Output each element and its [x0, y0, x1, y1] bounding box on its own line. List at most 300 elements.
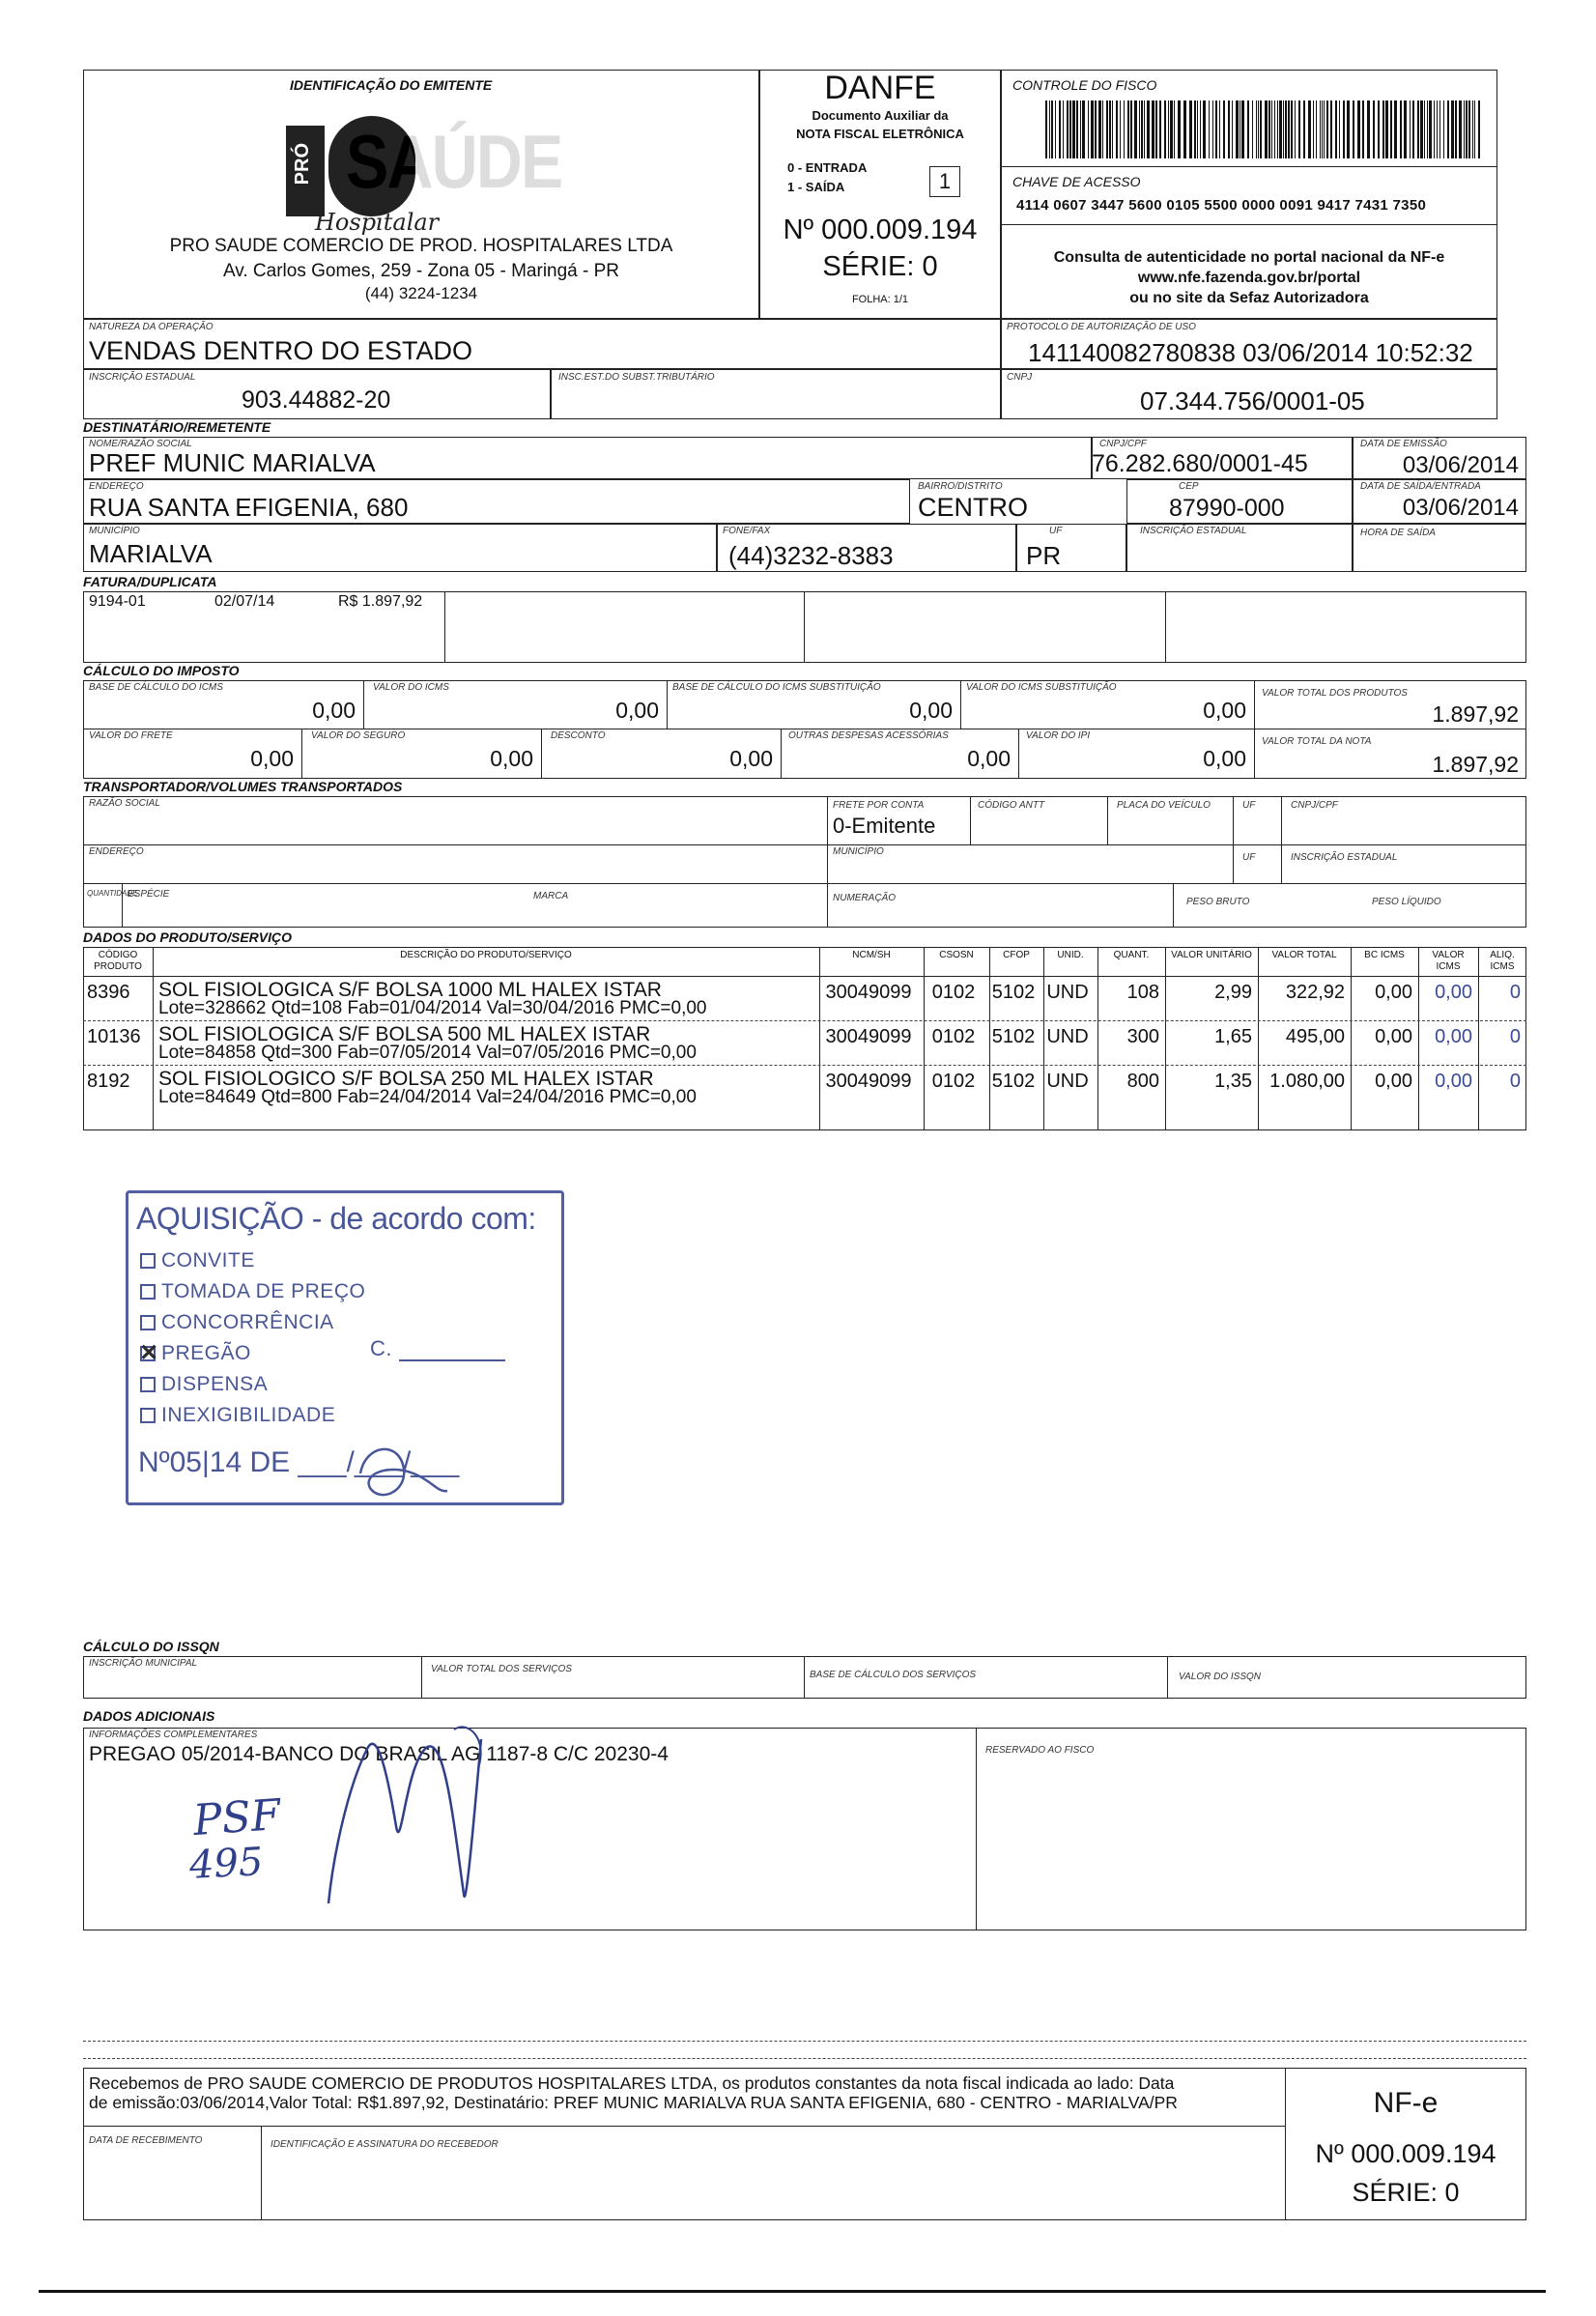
- product-description: SOL FISIOLOGICO S/F BOLSA 250 ML HALEX ISTAR: [158, 1068, 654, 1090]
- barcode-bar: [1098, 100, 1101, 158]
- handwritten-psf: PSF: [191, 1789, 282, 1846]
- dest-emissao-label: DATA DE EMISSÃO: [1360, 439, 1447, 449]
- cnpj-emitente-label: CNPJ: [1007, 372, 1033, 383]
- imp-bc-st-label: BASE DE CÁLCULO DO ICMS SUBSTITUIÇÃO: [672, 682, 881, 693]
- ie-value: 903.44882-20: [242, 386, 391, 414]
- dest-endereco-value: RUA SANTA EFIGENIA, 680: [89, 493, 409, 522]
- handwritten-495: 495: [187, 1840, 265, 1888]
- produtos-col-header: DESCRIÇÃO DO PRODUTO/SERVIÇO: [400, 950, 572, 960]
- barcode-bar: [1434, 100, 1435, 158]
- tr-v3: [1107, 796, 1108, 844]
- barcode-bar: [1353, 100, 1354, 158]
- tr-cnpj-label: CNPJ/CPF: [1291, 800, 1338, 811]
- product-lot-info: Lote=84858 Qtd=300 Fab=07/05/2014 Val=07/05/2016 PMC=0,00: [158, 1043, 697, 1063]
- product-vunit: 1,35: [1214, 1071, 1252, 1092]
- product-quant: 108: [1126, 982, 1159, 1003]
- product-cfop: 5102: [991, 982, 1036, 1003]
- imp-ipi-label: VALOR DO IPI: [1026, 730, 1091, 741]
- checked-box-icon: ✕: [139, 1340, 159, 1366]
- barcode-bar: [1429, 100, 1432, 158]
- barcode-bar: [1404, 100, 1407, 158]
- fatura-numero: 9194-01: [89, 593, 146, 610]
- dest-ie-label: INSCRIÇÃO ESTADUAL: [1140, 526, 1247, 536]
- barcode-bar: [1170, 100, 1173, 158]
- tr-v1: [827, 796, 828, 928]
- produtos-col-header: BC ICMS: [1364, 950, 1405, 960]
- barcode-bar: [1385, 100, 1388, 158]
- danfe-subtitle2: NOTA FISCAL ELETRÔNICA: [796, 127, 964, 141]
- adicionais-div: [976, 1728, 977, 1930]
- barcode-bar: [1228, 100, 1230, 158]
- logo-saude-text: SAÚDE: [346, 119, 562, 204]
- imp-frete-label: VALOR DO FRETE: [89, 730, 173, 741]
- tr-marca-label: MARCA: [533, 891, 569, 901]
- danfe-entrada: 0 - ENTRADA: [787, 160, 868, 175]
- barcode-bar: [1147, 100, 1150, 158]
- barcode-bar: [1437, 100, 1438, 158]
- barcode-bar: [1130, 100, 1132, 158]
- produtos-header-line: [83, 976, 1526, 977]
- checkbox-icon: [140, 1315, 156, 1330]
- dest-nome-value: PREF MUNIC MARIALVA: [89, 448, 376, 477]
- product-cfop: 5102: [991, 1071, 1036, 1092]
- canhoto-text1: Recebemos de PRO SAUDE COMERCIO DE PRODUTOS HOSPITALARES LTDA, os produtos constantes da nota fiscal indicada ao lado: Data: [89, 2073, 1175, 2093]
- barcode-bar: [1394, 100, 1397, 158]
- destinatario-heading: DESTINATÁRIO/REMETENTE: [83, 419, 271, 435]
- product-description: SOL FISIOLOGICA S/F BOLSA 500 ML HALEX ISTAR: [158, 1023, 651, 1045]
- product-aliq: 0: [1509, 1026, 1521, 1047]
- canhoto-numero: Nº 000.009.194: [1315, 2139, 1496, 2168]
- product-quant: 800: [1126, 1071, 1159, 1092]
- barcode-bar: [1256, 100, 1257, 158]
- stamp-option: [140, 1342, 251, 1365]
- imp-total-nota-label: VALOR TOTAL DA NOTA: [1262, 736, 1372, 747]
- canhoto-mid: [83, 2126, 1285, 2127]
- barcode-bar: [1443, 100, 1444, 158]
- product-lot-info: Lote=84649 Qtd=800 Fab=24/04/2014 Val=24/04/2016 PMC=0,00: [158, 1087, 697, 1107]
- product-vicms: 0,00: [1435, 1026, 1472, 1047]
- barcode-bar: [1265, 100, 1268, 158]
- product-vicms: 0,00: [1435, 982, 1472, 1003]
- produtos-heading: DADOS DO PRODUTO/SERVIÇO: [83, 929, 292, 945]
- dest-fone-label: FONE/FAX: [723, 526, 771, 536]
- barcode-bar: [1067, 100, 1069, 158]
- barcode-bar: [1194, 100, 1196, 158]
- issqn-d1: [421, 1656, 422, 1699]
- chave-acesso-label: CHAVE DE ACESSO: [1012, 174, 1141, 189]
- barcode-bar: [1427, 100, 1428, 158]
- barcode-bar: [1236, 100, 1239, 158]
- barcode-bar: [1152, 100, 1154, 158]
- produtos-col-header: NCM/SH: [852, 950, 891, 960]
- controle-fisco-label: CONTROLE DO FISCO: [1012, 77, 1157, 93]
- product-bc: 0,00: [1375, 1071, 1412, 1092]
- barcode-bar: [1468, 100, 1470, 158]
- barcode-bar: [1373, 100, 1375, 158]
- produtos-col-divider: [153, 947, 154, 1130]
- cut-line-top: [83, 2041, 1526, 2042]
- product-ncm: 30049099: [825, 1026, 912, 1047]
- stamp-option-label: CONVITE: [161, 1249, 255, 1272]
- canhoto-div2: [261, 2126, 262, 2220]
- stamp-signature: [341, 1435, 457, 1512]
- imp-bc-icms-value: 0,00: [312, 698, 356, 723]
- stamp-option: [140, 1373, 268, 1396]
- barcode-bar: [1316, 100, 1317, 158]
- fatura-div1: [444, 591, 445, 663]
- barcode-bar: [1347, 100, 1350, 158]
- barcode-bar: [1330, 100, 1332, 158]
- barcode-bar: [1459, 100, 1462, 158]
- fatura-vencimento: 02/07/14: [214, 593, 275, 610]
- danfe-title: DANFE: [824, 70, 936, 106]
- checkbox-icon: [140, 1377, 156, 1392]
- fisco-divider-1: [1001, 166, 1497, 167]
- barcode-bar: [1339, 100, 1340, 158]
- barcode-bar: [1283, 100, 1284, 158]
- emitente-phone: (44) 3224-1234: [364, 284, 478, 302]
- imp-seguro-label: VALOR DO SEGURO: [311, 730, 406, 741]
- product-cfop: 5102: [991, 1026, 1036, 1047]
- barcode-bar: [1308, 100, 1311, 158]
- adicionais-info: PREGAO 05/2014-BANCO DO BRASIL AG 1187-8 C/C 20230-4: [89, 1743, 669, 1765]
- barcode-bar: [1378, 100, 1380, 158]
- cnpj-emitente-value: 07.344.756/0001-05: [1140, 386, 1365, 415]
- natureza-label: NATUREZA DA OPERAÇÃO: [89, 322, 214, 332]
- imp-bc-st-value: 0,00: [909, 698, 953, 723]
- barcode-bar: [1291, 100, 1293, 158]
- barcode-bar: [1343, 100, 1345, 158]
- consulta-line1: Consulta de autenticidade no portal nacional da NF-e: [1053, 249, 1445, 266]
- barcode-bar: [1203, 100, 1206, 158]
- dest-hora-label: HORA DE SAÍDA: [1360, 528, 1436, 538]
- barcode-bar: [1209, 100, 1210, 158]
- barcode-bar: [1241, 100, 1244, 158]
- imp-icms-st-value: 0,00: [1203, 698, 1246, 723]
- stamp-option-label: CONCORRÊNCIA: [161, 1311, 334, 1333]
- barcode-bar: [1063, 100, 1064, 158]
- barcode-bar: [1215, 100, 1217, 158]
- dest-cnpj-label: CNPJ/CPF: [1099, 439, 1147, 449]
- barcode-bar: [1049, 100, 1050, 158]
- product-vtotal: 495,00: [1285, 1026, 1345, 1047]
- product-ncm: 30049099: [825, 1071, 912, 1092]
- tr-h1: [83, 844, 1526, 845]
- row-separator: [83, 1065, 1526, 1066]
- product-lot-info: Lote=328662 Qtd=108 Fab=01/04/2014 Val=30/04/2016 PMC=0,00: [158, 998, 707, 1018]
- product-csosn: 0102: [931, 1026, 976, 1047]
- issqn-base-label: BASE DE CÁLCULO DOS SERVIÇOS: [810, 1670, 977, 1680]
- barcode-bar: [1295, 100, 1296, 158]
- barcode-bar: [1390, 100, 1392, 158]
- checkbox-icon: [140, 1284, 156, 1300]
- barcode-bar: [1288, 100, 1290, 158]
- imp-total-prod-label: VALOR TOTAL DOS PRODUTOS: [1262, 688, 1408, 699]
- danfe-tipo-box: 1: [929, 166, 960, 197]
- logo-pro-text: PRÓ: [292, 143, 313, 186]
- stamp-number-line: Nº05|14 DE ___/___/___: [138, 1446, 460, 1478]
- barcode-bar: [1141, 100, 1143, 158]
- barcode-bar: [1069, 100, 1071, 158]
- dest-fone-value: (44)3232-8383: [728, 541, 894, 570]
- fatura-div3: [1165, 591, 1166, 663]
- barcode-bar: [1279, 100, 1282, 158]
- barcode-bar: [1400, 100, 1402, 158]
- barcode-bar: [1335, 100, 1337, 158]
- cut-line-2: [83, 2058, 1526, 2059]
- barcode-bar: [1045, 100, 1047, 158]
- issqn-d3: [1167, 1656, 1168, 1699]
- ie-label: INSCRIÇÃO ESTADUAL: [89, 372, 196, 383]
- dest-uf-value: PR: [1026, 541, 1062, 570]
- imp-icms-value: 0,00: [615, 698, 659, 723]
- imp-frete-value: 0,00: [250, 746, 294, 771]
- dest-saida-value: 03/06/2014: [1402, 495, 1519, 521]
- barcode-bar: [1189, 100, 1192, 158]
- checkbox-icon: [140, 1253, 156, 1269]
- aquisicao-stamp: [126, 1190, 564, 1505]
- barcode: [1045, 100, 1482, 158]
- tr-endereco-label: ENDEREÇO: [89, 846, 144, 857]
- imp-outras-value: 0,00: [967, 746, 1011, 771]
- barcode-bar: [1303, 100, 1305, 158]
- canhoto-nfe: NF-e: [1373, 2087, 1439, 2119]
- product-vunit: 2,99: [1214, 982, 1252, 1003]
- barcode-bar: [1055, 100, 1056, 158]
- product-codigo: 8396: [87, 982, 130, 1003]
- stamp-c-mark: C.: [370, 1336, 392, 1360]
- product-quant: 300: [1126, 1026, 1159, 1047]
- company-logo: [286, 114, 562, 236]
- imp-icms-label: VALOR DO ICMS: [373, 682, 449, 693]
- stamp-option: [140, 1249, 255, 1272]
- issqn-heading: CÁLCULO DO ISSQN: [83, 1639, 219, 1654]
- issqn-valor-label: VALOR DO ISSQN: [1179, 1672, 1262, 1682]
- tr-v7: [1173, 883, 1174, 928]
- stamp-option-label: PREGÃO: [161, 1342, 251, 1364]
- row-separator: [83, 1020, 1526, 1021]
- imposto-heading: CÁLCULO DO IMPOSTO: [83, 663, 240, 678]
- dest-cnpj-value: 76.282.680/0001-45: [1092, 450, 1308, 477]
- product-vunit: 1,65: [1214, 1026, 1252, 1047]
- product-aliq: 0: [1509, 1071, 1521, 1092]
- emitente-address: Av. Carlos Gomes, 259 - Zona 05 - Maringá - PR: [222, 261, 620, 281]
- tr-frete-value: 0-Emitente: [833, 814, 936, 838]
- barcode-bar: [1320, 100, 1321, 158]
- tr-peso-liquido-label: PESO LÍQUIDO: [1372, 897, 1441, 907]
- barcode-bar: [1109, 100, 1111, 158]
- fatura-div2: [804, 591, 805, 663]
- stamp-option: [140, 1311, 334, 1334]
- product-ncm: 30049099: [825, 982, 912, 1003]
- protocolo-label: PROTOCOLO DE AUTORIZAÇÃO DE USO: [1007, 322, 1196, 332]
- barcode-bar: [1200, 100, 1201, 158]
- dest-bairro-label: BAIRRO/DISTRITO: [918, 481, 1003, 492]
- barcode-bar: [1420, 100, 1423, 158]
- barcode-bar: [1051, 100, 1053, 158]
- canhoto-serie: SÉRIE: 0: [1352, 2178, 1460, 2207]
- barcode-bar: [1447, 100, 1449, 158]
- dest-endereco-label: ENDEREÇO: [89, 481, 144, 492]
- fatura-valor: R$ 1.897,92: [338, 593, 423, 610]
- barcode-bar: [1424, 100, 1425, 158]
- imp-bc-icms-label: BASE DE CÁLCULO DO ICMS: [89, 682, 223, 693]
- product-description: SOL FISIOLOGICA S/F BOLSA 1000 ML HALEX ISTAR: [158, 979, 662, 1001]
- tr-v2: [970, 796, 971, 844]
- barcode-bar: [1271, 100, 1272, 158]
- tr-uf2-label: UF: [1242, 852, 1256, 863]
- canhoto-data-label: DATA DE RECEBIMENTO: [89, 2135, 203, 2146]
- barcode-bar: [1260, 100, 1262, 158]
- imp-outras-label: OUTRAS DESPESAS ACESSÓRIAS: [788, 730, 949, 741]
- issqn-d2: [804, 1656, 805, 1699]
- barcode-bar: [1139, 100, 1140, 158]
- barcode-bar: [1144, 100, 1145, 158]
- barcode-bar: [1076, 100, 1078, 158]
- stamp-option: [140, 1280, 365, 1303]
- barcode-bar: [1168, 100, 1169, 158]
- product-unid: UND: [1046, 982, 1089, 1003]
- tr-antt-label: CÓDIGO ANTT: [978, 800, 1045, 811]
- barcode-bar: [1474, 100, 1475, 158]
- barcode-bar: [1382, 100, 1384, 158]
- barcode-bar: [1102, 100, 1103, 158]
- tr-municipio-label: MUNICÍPIO: [833, 846, 884, 857]
- stamp-c-underline: [399, 1359, 505, 1361]
- barcode-bar: [1164, 100, 1166, 158]
- barcode-bar: [1258, 100, 1259, 158]
- natureza-value: VENDAS DENTRO DO ESTADO: [89, 336, 473, 365]
- barcode-bar: [1412, 100, 1414, 158]
- barcode-bar: [1268, 100, 1270, 158]
- barcode-bar: [1159, 100, 1161, 158]
- tr-v5: [1281, 796, 1282, 883]
- barcode-bar: [1464, 100, 1465, 158]
- barcode-bar: [1274, 100, 1275, 158]
- logo-script-text: Hospitalar: [315, 209, 440, 236]
- imp-total-prod-value: 1.897,92: [1432, 701, 1519, 727]
- consulta-line3: ou no site da Sefaz Autorizadora: [1129, 290, 1369, 306]
- barcode-bar: [1451, 100, 1454, 158]
- barcode-bar: [1232, 100, 1233, 158]
- barcode-bar: [1080, 100, 1081, 158]
- tr-peso-bruto-label: PESO BRUTO: [1186, 897, 1250, 907]
- dest-saida-label: DATA DE SAÍDA/ENTRADA: [1360, 481, 1481, 492]
- barcode-bar: [1324, 100, 1325, 158]
- product-vtotal: 322,92: [1285, 982, 1345, 1003]
- canhoto-text2: de emissão:03/06/2014,Valor Total: R$1.897,92, Destinatário: PREF MUNIC MARIALVA RUA SANTA EFIGENIA, 680 - CENTRO - MARIALVA/PR: [89, 2093, 1178, 2112]
- fatura-box: [83, 591, 1526, 663]
- tr-placa-label: PLACA DO VEÍCULO: [1117, 800, 1211, 811]
- product-unid: UND: [1046, 1071, 1089, 1092]
- barcode-bar: [1367, 100, 1370, 158]
- transporte-heading: TRANSPORTADOR/VOLUMES TRANSPORTADOS: [83, 779, 403, 794]
- barcode-bar: [1439, 100, 1440, 158]
- barcode-bar: [1134, 100, 1137, 158]
- tr-h2: [83, 883, 1526, 884]
- barcode-bar: [1106, 100, 1108, 158]
- dest-cep-value: 87990-000: [1169, 495, 1285, 522]
- checkbox-icon: [140, 1408, 156, 1423]
- dest-uf-label: UF: [1049, 526, 1063, 536]
- danfe-numero: Nº 000.009.194: [783, 214, 978, 245]
- barcode-bar: [1472, 100, 1473, 158]
- barcode-bar: [1322, 100, 1323, 158]
- barcode-bar: [1212, 100, 1213, 158]
- barcode-bar: [1124, 100, 1125, 158]
- imp-seguro-value: 0,00: [490, 746, 533, 771]
- consulta-line2[interactable]: www.nfe.fazenda.gov.br/portal: [1137, 270, 1361, 286]
- danfe-saida: 1 - SAÍDA: [787, 180, 845, 194]
- product-aliq: 0: [1509, 982, 1521, 1003]
- protocolo-value: 141140082780838 03/06/2014 10:52:32: [1028, 338, 1473, 367]
- emitente-name: PRO SAUDE COMERCIO DE PROD. HOSPITALARES LTDA: [169, 236, 673, 256]
- tr-ie-label: INSCRIÇÃO ESTADUAL: [1291, 852, 1398, 863]
- danfe-folha: FOLHA: 1/1: [851, 294, 909, 305]
- product-bc: 0,00: [1375, 1026, 1412, 1047]
- barcode-bar: [1326, 100, 1328, 158]
- product-codigo: 10136: [87, 1026, 141, 1047]
- imp-icms-st-label: VALOR DO ICMS SUBSTITUIÇÃO: [966, 682, 1117, 693]
- produtos-col-header: ALIQ. ICMS: [1490, 950, 1515, 972]
- barcode-bar: [1247, 100, 1249, 158]
- dest-municipio-label: MUNICÍPIO: [89, 526, 140, 536]
- barcode-bar: [1183, 100, 1186, 158]
- adicionais-info-label: INFORMAÇÕES COMPLEMENTARES: [89, 1730, 258, 1740]
- barcode-bar: [1252, 100, 1253, 158]
- adicionais-heading: DADOS ADICIONAIS: [83, 1708, 215, 1724]
- product-codigo: 8192: [87, 1071, 130, 1092]
- barcode-bar: [1219, 100, 1220, 158]
- barcode-bar: [1455, 100, 1457, 158]
- issqn-inscricao-label: INSCRIÇÃO MUNICIPAL: [89, 1658, 198, 1669]
- fisco-divider-2: [1001, 224, 1497, 225]
- handwritten-signature: [309, 1710, 502, 1932]
- barcode-bar: [1478, 100, 1480, 158]
- tr-qtd-label: QUANTIDADE: [87, 889, 138, 898]
- tr-numeracao-label: NUMERAÇÃO: [833, 893, 897, 903]
- barcode-bar: [1120, 100, 1121, 158]
- imp-ipi-value: 0,00: [1203, 746, 1246, 771]
- tr-frete-label: FRETE POR CONTA: [833, 800, 925, 811]
- barcode-bar: [1116, 100, 1118, 158]
- issqn-box: [83, 1656, 1526, 1699]
- tr-v4: [1233, 796, 1234, 883]
- barcode-bar: [1223, 100, 1225, 158]
- dest-nome-label: NOME/RAZÃO SOCIAL: [89, 439, 192, 449]
- product-vicms: 0,00: [1435, 1071, 1472, 1092]
- tr-razao-label: RAZÃO SOCIAL: [89, 798, 160, 809]
- imp-desconto-value: 0,00: [729, 746, 773, 771]
- product-csosn: 0102: [931, 982, 976, 1003]
- barcode-bar: [1112, 100, 1113, 158]
- dest-municipio-value: MARIALVA: [89, 539, 213, 568]
- barcode-bar: [1178, 100, 1181, 158]
- barcode-bar: [1072, 100, 1075, 158]
- tr-especie-label: ESPÉCIE: [128, 889, 170, 900]
- produtos-col-header: CFOP: [1003, 950, 1030, 960]
- chave-acesso: 4114 0607 3447 5600 0105 5500 0000 0091 9417 7431 7350: [1016, 197, 1427, 214]
- produtos-col-header: VALOR UNITÁRIO: [1171, 950, 1252, 960]
- produtos-col-header: QUANT.: [1113, 950, 1150, 960]
- barcode-bar: [1059, 100, 1061, 158]
- product-bc: 0,00: [1375, 982, 1412, 1003]
- barcode-bar: [1417, 100, 1419, 158]
- produtos-col-header: CÓDIGO PRODUTO: [94, 950, 142, 972]
- produtos-col-header: VALOR TOTAL: [1271, 950, 1337, 960]
- dest-cep-label: CEP: [1179, 481, 1199, 492]
- produtos-col-header: VALOR ICMS: [1432, 950, 1465, 972]
